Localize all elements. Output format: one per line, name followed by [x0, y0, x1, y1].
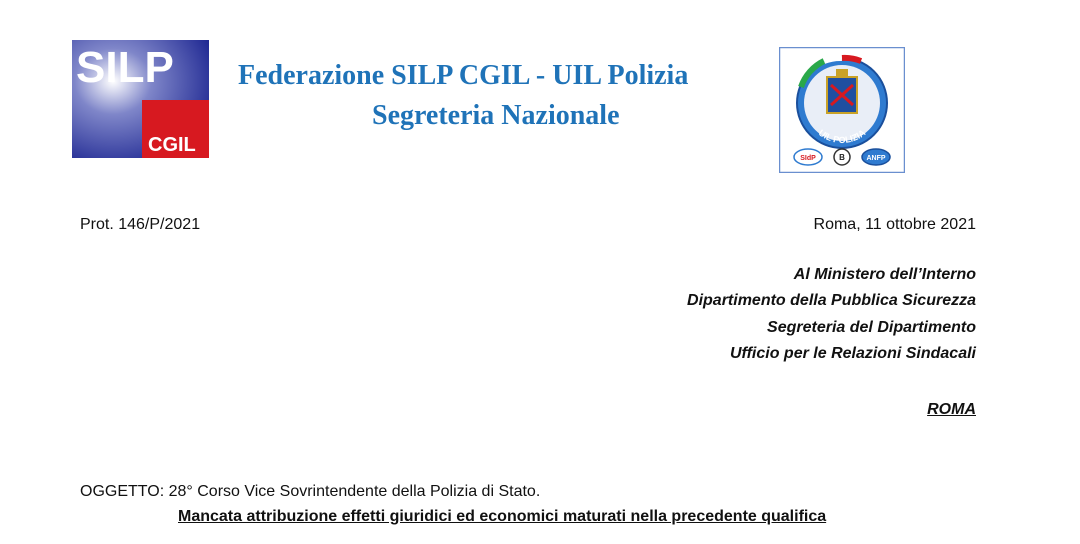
- federation-title: Federazione SILP CGIL - UIL Polizia: [238, 60, 689, 91]
- silp-cgil-logo: [72, 40, 209, 158]
- uil-emblem-text: UIL POLIZIA: [816, 127, 868, 146]
- subject-detail: Mancata attribuzione effetti giuridici ed economici maturati nella precedente qualifica: [178, 508, 827, 525]
- badge-sidp-text: SIdP: [800, 155, 816, 162]
- protocol-number: Prot. 146/P/2021: [80, 216, 201, 233]
- recipient-line: Ufficio per le Relazioni Sindacali: [730, 345, 976, 362]
- recipient-line: Al Ministero dell’Interno: [793, 266, 976, 283]
- badge-anfp-text: ANFP: [866, 155, 886, 162]
- uil-polizia-emblem: [779, 47, 905, 173]
- subject-line: OGGETTO: 28° Corso Vice Sovrintendente della Polizia di Stato.: [80, 483, 541, 500]
- recipient-line: Segreteria del Dipartimento: [767, 319, 976, 336]
- silp-logo-text: SILP: [76, 43, 174, 92]
- place-date: Roma, 11 ottobre 2021: [813, 216, 976, 233]
- badge-b-text: B: [839, 153, 845, 162]
- cgil-logo-text: CGIL: [148, 134, 196, 156]
- secretariat-title: Segreteria Nazionale: [372, 100, 620, 131]
- recipient-city: ROMA: [927, 401, 976, 418]
- recipient-line: Dipartimento della Pubblica Sicurezza: [687, 292, 976, 309]
